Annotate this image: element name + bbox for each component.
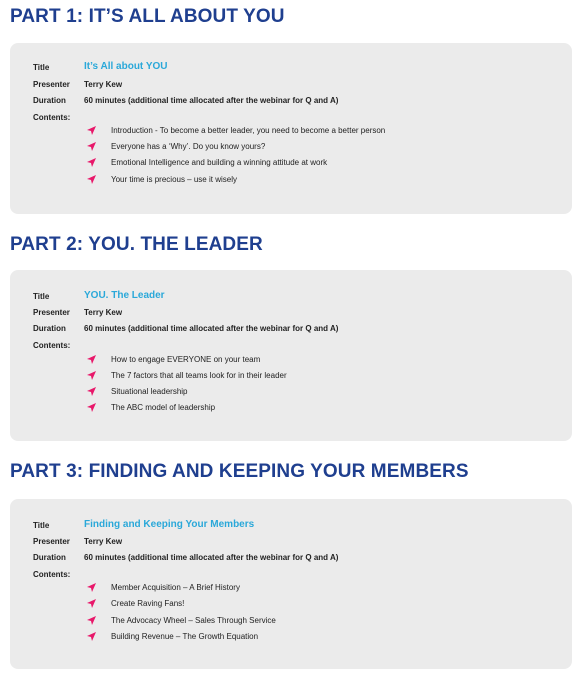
presenter-value: Terry Kew	[84, 80, 123, 89]
pink-arrow-icon	[86, 386, 97, 397]
pink-arrow-icon	[86, 370, 97, 381]
part-1-heading: PART 1: IT’S ALL ABOUT YOU	[10, 6, 285, 27]
list-item-text: Building Revenue – The Growth Equation	[111, 632, 259, 641]
list-item-text: The ABC model of leadership	[111, 403, 216, 412]
list-item-text: Everyone has a ‘Why’. Do you know yours?	[111, 142, 266, 151]
contents-label: Contents:	[33, 113, 71, 122]
contents-label: Contents:	[33, 570, 71, 579]
session-title: Finding and Keeping Your Members	[84, 519, 255, 530]
duration-value: 60 minutes (additional time allocated after the webinar for Q and A)	[84, 324, 339, 333]
pink-arrow-icon	[86, 174, 97, 185]
pink-arrow-icon	[86, 582, 97, 593]
presenter-label: Presenter	[33, 537, 70, 546]
part-2-heading: PART 2: YOU. THE LEADER	[10, 234, 263, 255]
presenter-label: Presenter	[33, 80, 70, 89]
pink-arrow-icon	[86, 354, 97, 365]
title-label: Title	[33, 63, 50, 72]
contents-label: Contents:	[33, 341, 71, 350]
duration-value: 60 minutes (additional time allocated after the webinar for Q and A)	[84, 96, 339, 105]
presenter-value: Terry Kew	[84, 308, 123, 317]
list-item-text: Introduction - To become a better leader, you need to become a better person	[111, 126, 386, 135]
duration-label: Duration	[33, 553, 66, 562]
part-3-card	[10, 499, 572, 669]
list-item-text: Emotional Intelligence and building a winning attitude at work	[111, 158, 328, 167]
pink-arrow-icon	[86, 141, 97, 152]
pink-arrow-icon	[86, 631, 97, 642]
list-item-text: The Advocacy Wheel – Sales Through Service	[111, 616, 276, 625]
part-3-heading: PART 3: FINDING AND KEEPING YOUR MEMBERS	[10, 461, 469, 482]
part-1-card	[10, 43, 572, 214]
pink-arrow-icon	[86, 598, 97, 609]
duration-label: Duration	[33, 324, 66, 333]
pink-arrow-icon	[86, 402, 97, 413]
presenter-label: Presenter	[33, 308, 70, 317]
session-title: It’s All about YOU	[84, 61, 168, 72]
part-2-card	[10, 270, 572, 441]
list-item-text: Create Raving Fans!	[111, 599, 185, 608]
pink-arrow-icon	[86, 125, 97, 136]
presenter-value: Terry Kew	[84, 537, 123, 546]
list-item-text: How to engage EVERYONE on your team	[111, 355, 261, 364]
list-item-text: Member Acquisition – A Brief History	[111, 583, 240, 592]
pink-arrow-icon	[86, 157, 97, 168]
list-item-text: The 7 factors that all teams look for in their leader	[111, 371, 287, 380]
list-item-text: Situational leadership	[111, 387, 188, 396]
title-label: Title	[33, 292, 50, 301]
list-item-text: Your time is precious – use it wisely	[111, 175, 237, 184]
title-label: Title	[33, 521, 50, 530]
pink-arrow-icon	[86, 615, 97, 626]
session-title: YOU. The Leader	[84, 290, 165, 301]
duration-label: Duration	[33, 96, 66, 105]
duration-value: 60 minutes (additional time allocated after the webinar for Q and A)	[84, 553, 339, 562]
